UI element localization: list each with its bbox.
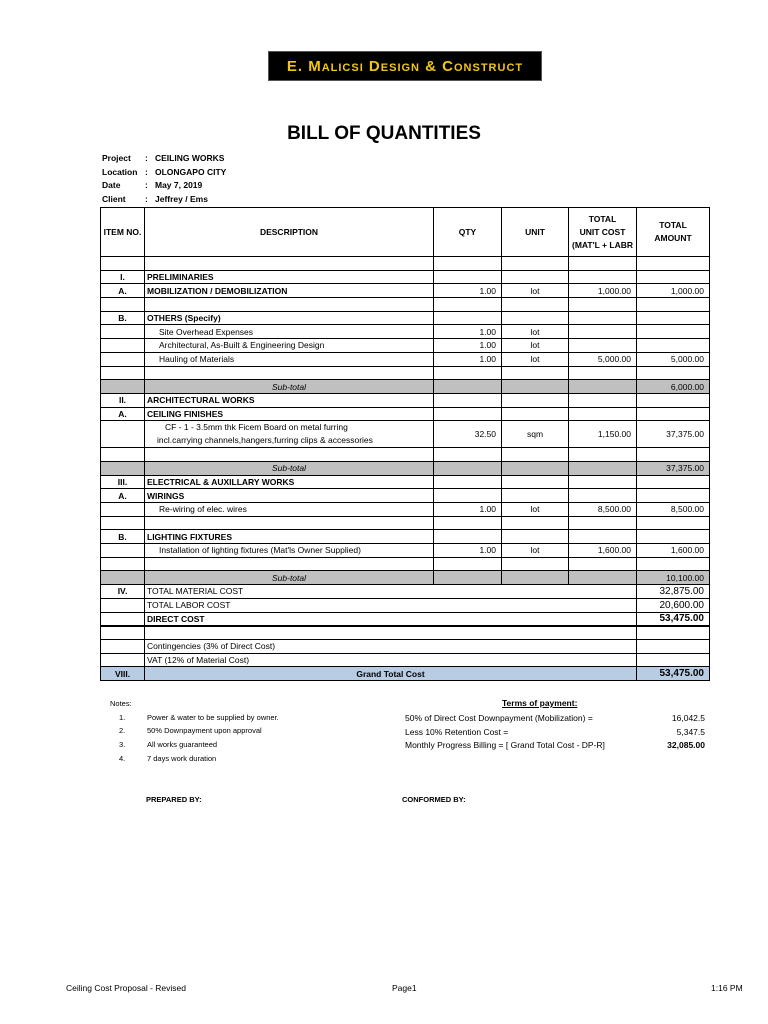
info-row-date: Date : May 7, 2019: [102, 180, 226, 194]
table-row: Installation of lighting fixtures (Mat'ls Owner Supplied) 1.00 lot 1,600.00 1,600.00: [101, 544, 710, 558]
info-key: Client: [102, 193, 126, 204]
table-row: B. LIGHTING FIXTURES: [101, 530, 710, 544]
list-item: 4. 7 days work duration: [119, 754, 217, 763]
list-item: 1. Power & water to be supplied by owner.: [119, 713, 279, 722]
table-row: Site Overhead Expenses 1.00 lot: [101, 325, 710, 339]
info-key: Location: [102, 166, 138, 177]
term-row: 50% of Direct Cost Downpayment (Mobilization) = 16,042.5: [405, 713, 705, 723]
table-row: Architectural, As-Built & Engineering Design 1.00 lot: [101, 339, 710, 353]
subtotal-row: Sub-total 10,100.00: [101, 571, 710, 585]
subtotal-row: Sub-total 37,375.00: [101, 461, 710, 475]
info-value: Jeffrey / Ems: [155, 193, 208, 204]
prepared-by-label: PREPARED BY:: [146, 795, 202, 804]
bill-of-quantities-table: [100, 207, 710, 681]
info-row-project: Project : CEILING WORKS: [102, 153, 226, 167]
table-row: CF - 1 - 3.5mm thk Ficem Board on metal furring incl.carrying channels,hangers,furring clips & accessories 32.50 sqm 1,150.00 37,375.00: [101, 421, 710, 448]
header-qty: QTY: [434, 208, 502, 257]
table-row-blank: [101, 557, 710, 571]
subtotal-row: Sub-total 6,000.00: [101, 380, 710, 394]
company-name: E. Malicsi Design & Construct: [286, 57, 524, 75]
table-row-blank: [101, 516, 710, 530]
table-row: VAT (12% of Material Cost): [101, 653, 710, 667]
info-value: OLONGAPO CITY: [155, 166, 227, 177]
info-row-location: Location : OLONGAPO CITY: [102, 167, 226, 181]
table-row: A. CEILING FINISHES: [101, 407, 710, 421]
table-row: B. OTHERS (Specify): [101, 311, 710, 325]
header-item-no: ITEM NO.: [101, 208, 145, 257]
term-row: Less 10% Retention Cost = 5,347.5: [405, 727, 705, 737]
table-row: Contingencies (3% of Direct Cost): [101, 639, 710, 653]
table-row: II. ARCHITECTURAL WORKS: [101, 393, 710, 407]
info-row-client: Client : Jeffrey / Ems: [102, 194, 226, 208]
header-total-amount: TOTAL AMOUNT: [637, 208, 710, 257]
header-unit-cost: TOTAL UNIT COST (MAT'L + LABR: [569, 208, 637, 257]
table-row-blank: [101, 448, 710, 462]
header-unit: UNIT: [502, 208, 569, 257]
grand-total-row: VIII. Grand Total Cost 53,475.00: [101, 667, 710, 681]
table-row: A. MOBILIZATION / DEMOBILIZATION 1.00 lot 1,000.00 1,000.00: [101, 284, 710, 298]
item-description-line: incl.carrying channels,hangers,furring clips & accessories: [157, 435, 373, 446]
list-item: 3. All works guaranteed: [119, 740, 218, 749]
info-key: Project: [102, 153, 131, 163]
list-item: 2. 50% Downpayment upon approval: [119, 726, 262, 735]
footer-page-number: Page1: [392, 983, 417, 993]
company-banner: [268, 51, 542, 81]
footer-document-name: Ceiling Cost Proposal - Revised: [66, 983, 186, 993]
table-row: Hauling of Materials 1.00 lot 5,000.00 5,000.00: [101, 352, 710, 366]
table-header-row: [101, 208, 710, 257]
conformed-by-label: CONFORMED BY:: [402, 795, 466, 804]
term-row: Monthly Progress Billing = [ Grand Total Cost - DP-R] 32,085.00: [405, 740, 705, 750]
table-row: Re-wiring of elec. wires 1.00 lot 8,500.00 8,500.00: [101, 503, 710, 517]
table-row-blank: [101, 257, 710, 271]
table-row-blank: [101, 626, 710, 640]
table-row: TOTAL LABOR COST 20,600.00: [101, 598, 710, 612]
table-row: I. PRELIMINARIES: [101, 270, 710, 284]
table-row-blank: [101, 298, 710, 312]
project-info: [102, 153, 226, 207]
table-row: DIRECT COST 53,475.00: [101, 612, 710, 626]
info-value: CEILING WORKS: [155, 153, 225, 163]
item-description-line: CF - 1 - 3.5mm thk Ficem Board on metal furring: [165, 422, 348, 433]
info-value: May 7, 2019: [155, 180, 203, 190]
footer-time: 1:16 PM: [711, 983, 743, 993]
table-row-blank: [101, 366, 710, 380]
document-title: BILL OF QUANTITIES: [287, 123, 481, 144]
header-description: DESCRIPTION: [145, 208, 434, 257]
terms-of-payment-title: Terms of payment:: [502, 698, 578, 708]
table-row: A. WIRINGS: [101, 489, 710, 503]
notes-label: Notes:: [110, 699, 132, 708]
table-row: III. ELECTRICAL & AUXILLARY WORKS: [101, 475, 710, 489]
info-key: Date: [102, 180, 121, 190]
table-row: IV. TOTAL MATERIAL COST 32,875.00: [101, 585, 710, 599]
